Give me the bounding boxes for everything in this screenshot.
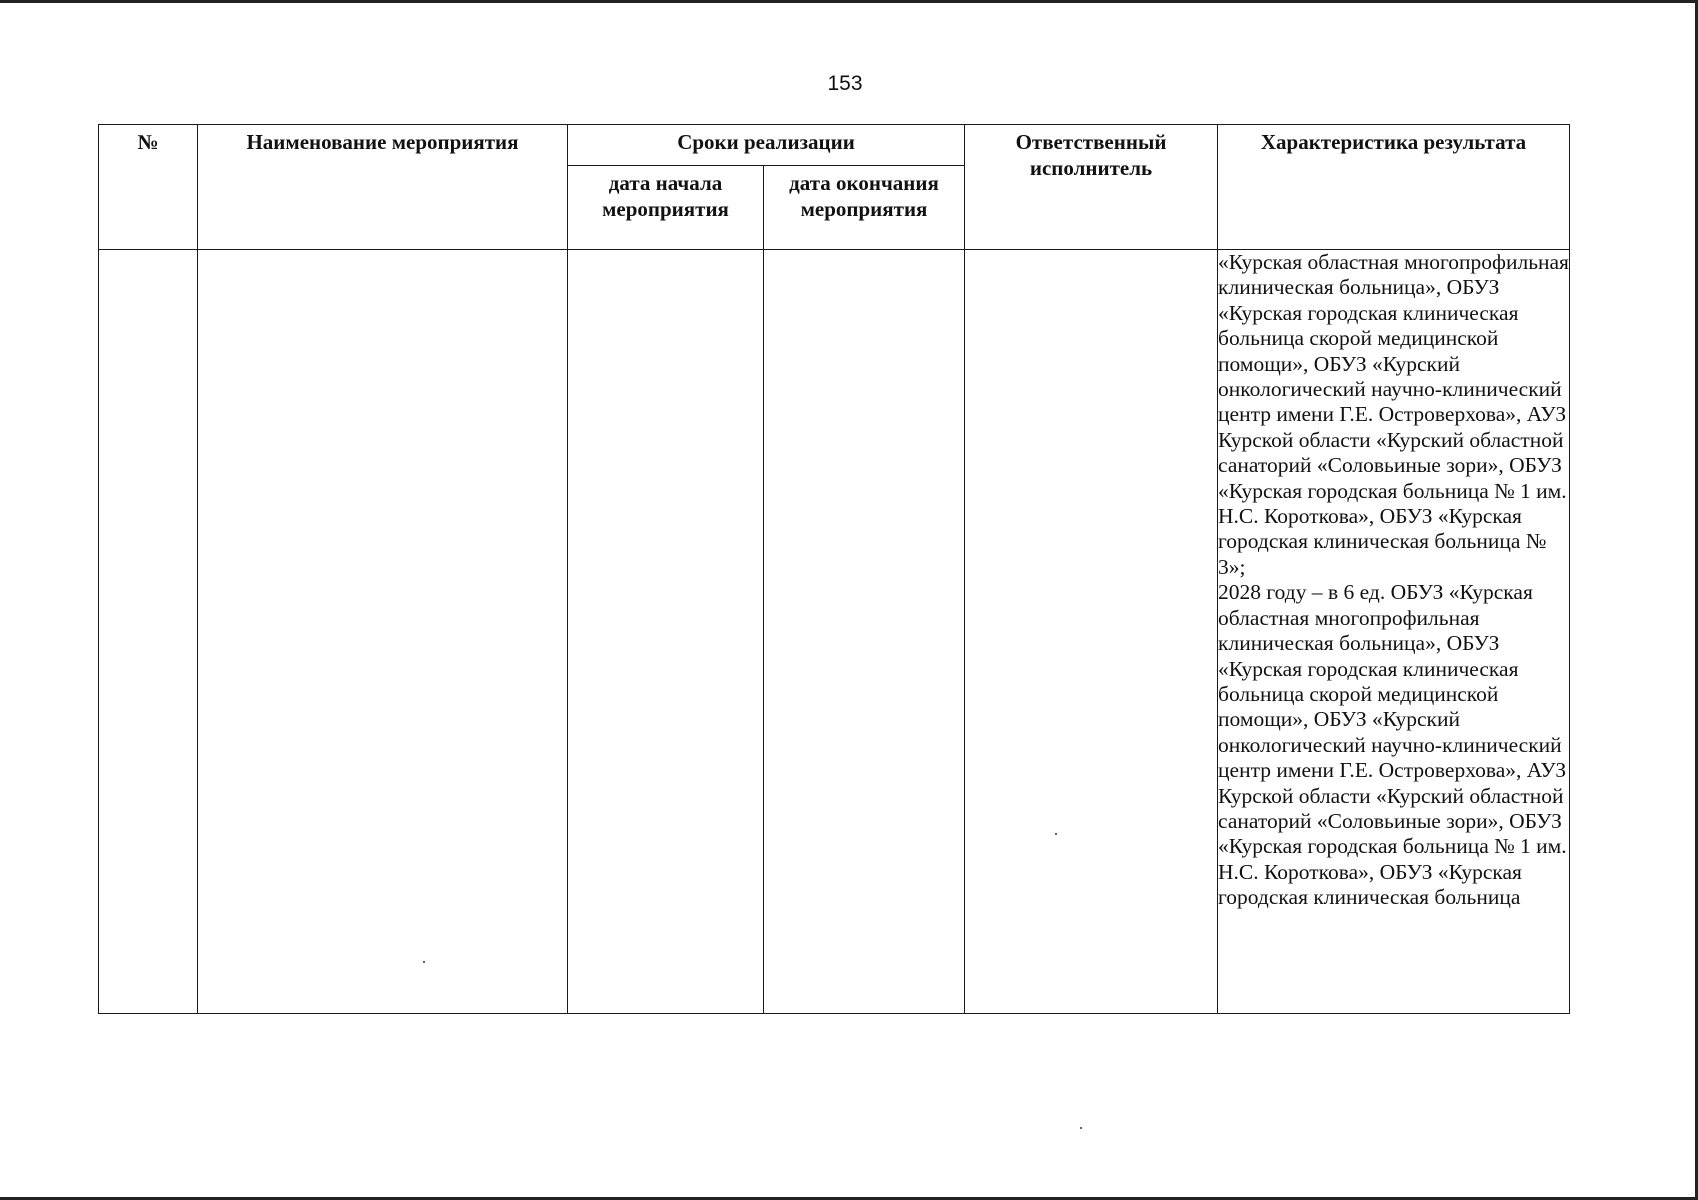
cell-result-description: [1218, 250, 1570, 1014]
table-row: [99, 250, 1570, 1014]
scan-speck: [1055, 833, 1057, 835]
header-implementation-period: Сроки реализации: [568, 125, 965, 166]
table-body: [99, 250, 1570, 1014]
scan-speck: [423, 961, 425, 963]
header-start-date: дата начала мероприятия: [568, 166, 764, 250]
activity-plan-table: [98, 124, 1570, 1014]
header-responsible-executor: Ответственный исполнитель: [965, 125, 1218, 250]
cell-responsible-executor: [965, 250, 1218, 1014]
header-end-date: дата окончания мероприятия: [764, 166, 965, 250]
result-paragraph: 2028 году – в 6 ед. ОБУЗ «Курская областная многопрофильная клиническая больница», ОБУЗ «Курская городская клиническая больница скорой медицинской помощи», ОБУЗ «Курский онкологический научно-клинический центр имени Г.Е. Островерхова», АУЗ Курской области «Курский областной санаторий «Соловьиные зори», ОБУЗ «Курская городская больница № 1 им. Н.С. Короткова», ОБУЗ «Курская городская клиническая больница: [1218, 580, 1567, 910]
header-result-description: Характеристика результата: [1218, 125, 1570, 250]
header-activity-name: Наименование мероприятия: [198, 125, 568, 250]
cell-activity-name: [198, 250, 568, 1014]
header-row-primary: [99, 125, 1570, 166]
scan-edge-top: [0, 0, 1698, 3]
header-number: №: [99, 125, 198, 250]
cell-end-date: [764, 250, 965, 1014]
scan-speck: [1080, 1127, 1082, 1129]
cell-start-date: [568, 250, 764, 1014]
result-paragraph: «Курская областная многопрофильная клиническая больница», ОБУЗ «Курская городская клиническая больница скорой медицинской помощи», ОБУЗ «Курский онкологический научно-клинический центр имени Г.Е. Островерхова», АУЗ Курской области «Курский областной санаторий «Соловьиные зори», ОБУЗ «Курская городская больница № 1 им. Н.С. Короткова», ОБУЗ «Курская городская клиническая больница № 3»;: [1218, 250, 1569, 579]
result-text: [1218, 250, 1569, 1007]
table-header: [99, 125, 1570, 250]
page-number: 153: [827, 72, 863, 95]
cell-number: [99, 250, 198, 1014]
